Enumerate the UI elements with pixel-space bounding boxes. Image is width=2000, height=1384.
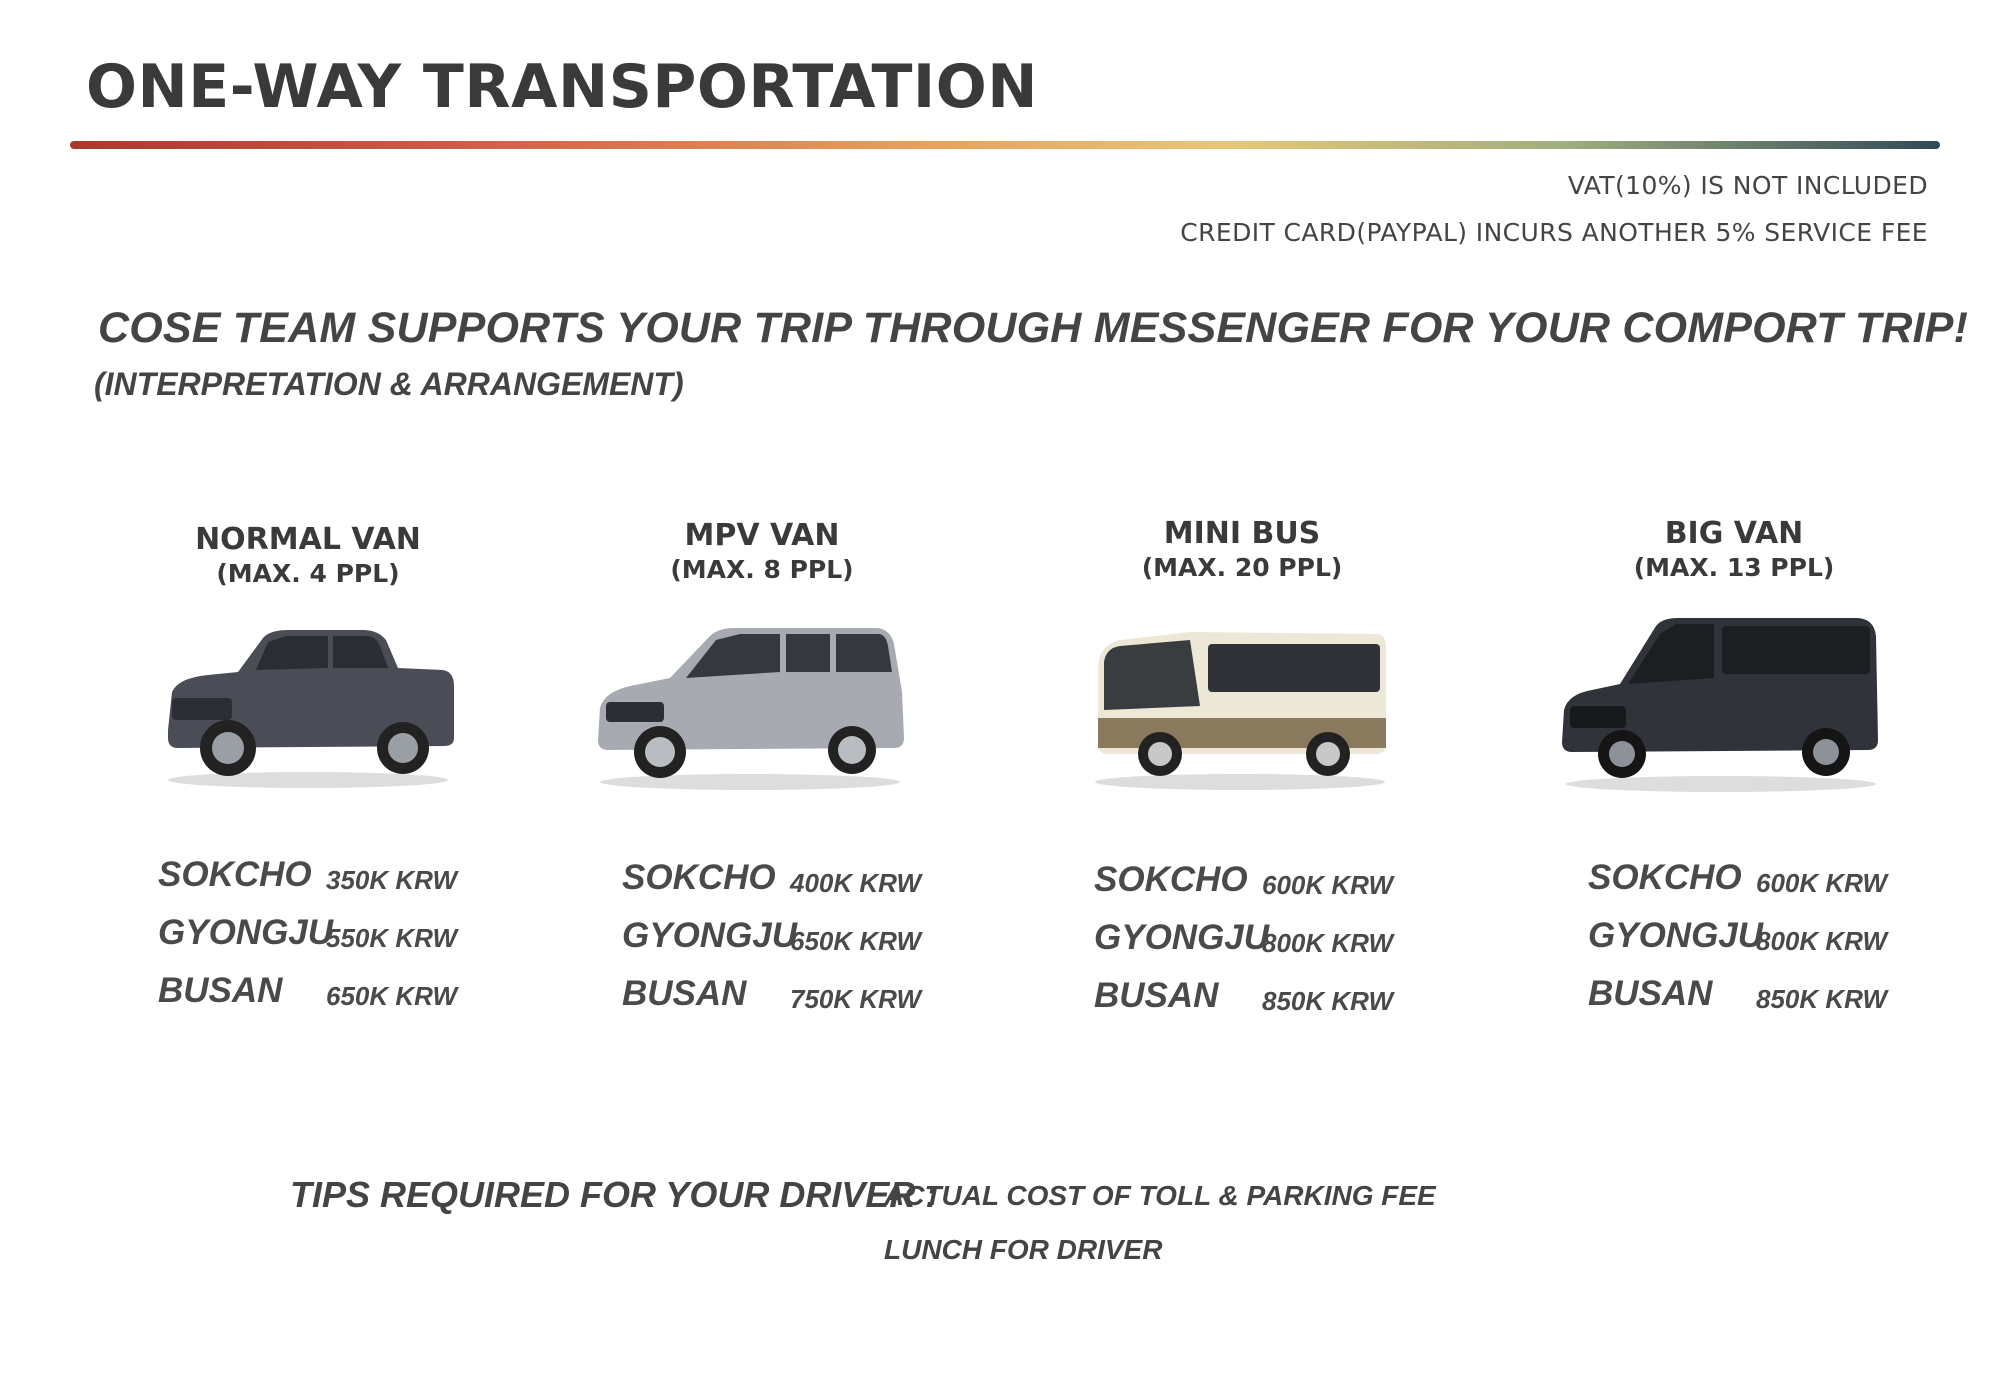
tips-label: TIPS REQUIRED FOR YOUR DRIVER : — [290, 1174, 938, 1215]
destination: BUSAN — [158, 971, 283, 1010]
vehicle-capacity: (MAX. 13 PPL) — [1633, 553, 1835, 582]
price: 800K KRW — [1262, 928, 1394, 958]
destination: SOKCHO — [1588, 858, 1742, 897]
destination: GYONGJU — [158, 913, 334, 952]
big-van-image — [1556, 614, 1886, 794]
tips-item-toll: ACTUAL COST OF TOLL & PARKING FEE — [884, 1180, 1436, 1211]
price: 600K KRW — [1262, 870, 1394, 900]
vehicle-name: MINI BUS — [1163, 516, 1321, 551]
price: 750K KRW — [790, 984, 922, 1014]
mini-bus-image — [1090, 626, 1390, 791]
support-tagline-sub: (INTERPRETATION & ARRANGEMENT) — [94, 366, 684, 402]
destination: BUSAN — [1588, 974, 1713, 1013]
price: 600K KRW — [1756, 868, 1888, 898]
vehicle-capacity: (MAX. 4 PPL) — [216, 559, 400, 588]
vehicle-name: BIG VAN — [1664, 516, 1804, 551]
destination: BUSAN — [622, 974, 747, 1013]
vat-notice: VAT(10%) IS NOT INCLUDED — [1567, 171, 1928, 200]
price: 350K KRW — [326, 865, 458, 895]
service-fee-notice: CREDIT CARD(PAYPAL) INCURS ANOTHER 5% SERVICE FEE — [1180, 218, 1928, 247]
vehicle-capacity: (MAX. 20 PPL) — [1141, 553, 1343, 582]
price: 650K KRW — [790, 926, 922, 956]
price: 850K KRW — [1756, 984, 1888, 1014]
price: 850K KRW — [1262, 986, 1394, 1016]
vehicle-capacity: (MAX. 8 PPL) — [670, 555, 854, 584]
destination: GYONGJU — [1094, 918, 1270, 957]
vehicle-big-van-heading — [1544, 516, 1924, 582]
price: 800K KRW — [1756, 926, 1888, 956]
destination: BUSAN — [1094, 976, 1219, 1015]
price: 400K KRW — [790, 868, 922, 898]
destination: SOKCHO — [1094, 860, 1248, 899]
vehicle-normal-van-heading — [118, 522, 498, 588]
vehicle-mpv-van-heading — [572, 518, 952, 584]
vehicle-name: NORMAL VAN — [195, 522, 421, 557]
price: 550K KRW — [326, 923, 458, 953]
vehicle-mini-bus-heading — [1052, 516, 1432, 582]
destination: GYONGJU — [622, 916, 798, 955]
support-tagline: COSE TEAM SUPPORTS YOUR TRIP THROUGH MESSENGER FOR YOUR COMPORT TRIP! — [98, 304, 1969, 352]
gradient-divider — [70, 141, 1940, 149]
mpv-van-image — [590, 622, 910, 792]
destination: SOKCHO — [622, 858, 776, 897]
price: 650K KRW — [326, 981, 458, 1011]
normal-van-image — [158, 620, 458, 790]
destination: SOKCHO — [158, 855, 312, 894]
destination: GYONGJU — [1588, 916, 1764, 955]
page-title: ONE-WAY TRANSPORTATION — [86, 52, 1038, 122]
vehicle-name: MPV VAN — [684, 518, 840, 553]
tips-item-lunch: LUNCH FOR DRIVER — [884, 1234, 1163, 1265]
